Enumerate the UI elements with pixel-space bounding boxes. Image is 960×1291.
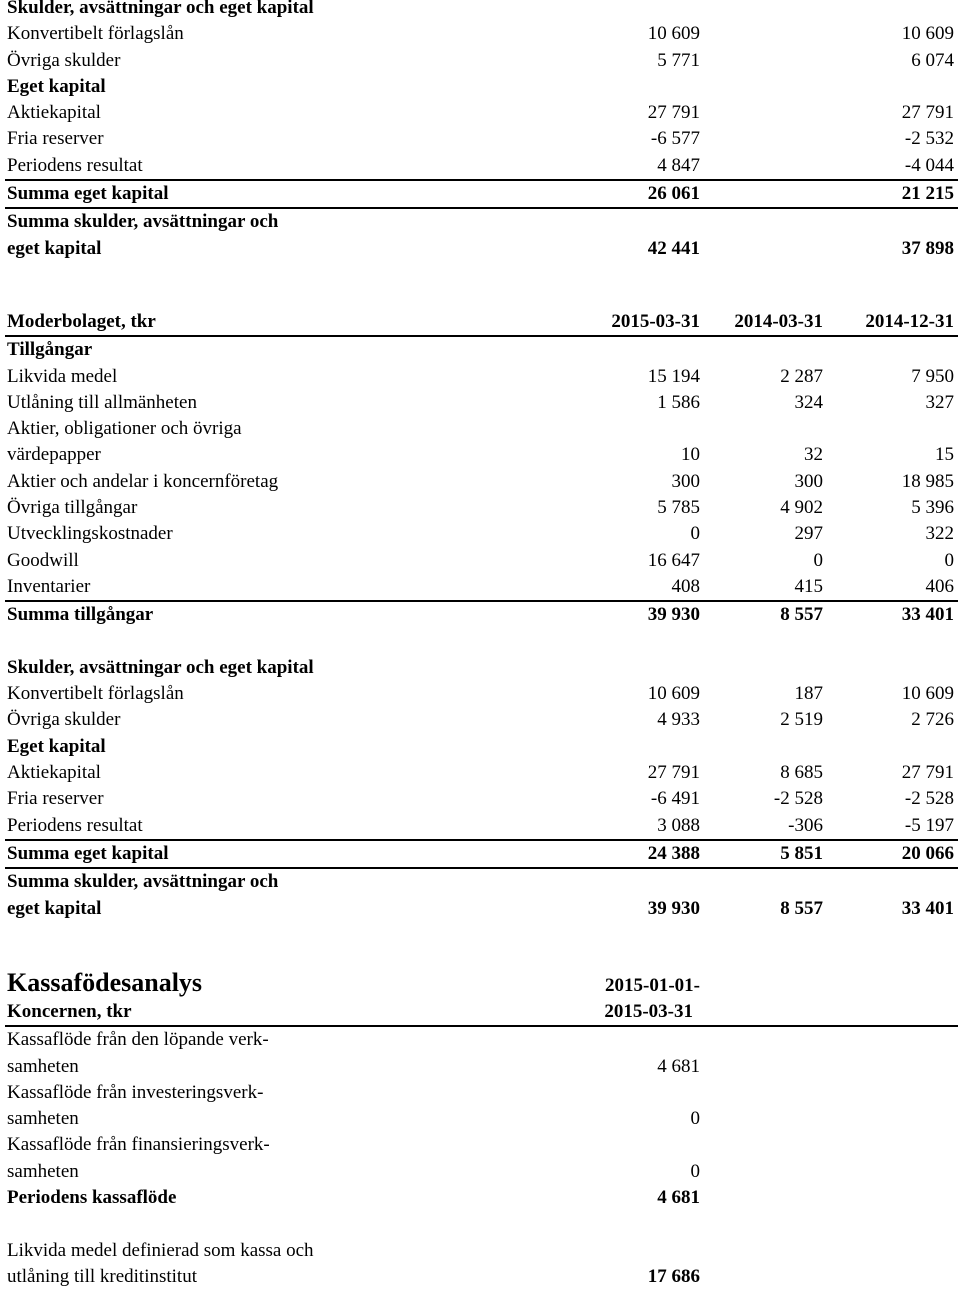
column-header-row: Moderbolaget, tkr 2015-03-31 2014-03-31 2014-12-31 bbox=[5, 309, 958, 337]
table-row: Kassaflöde från den löpande verk- bbox=[7, 1029, 269, 1051]
table-row: Periodens resultat 4 847 -4 044 bbox=[5, 153, 958, 181]
liabilities-heading: Skulder, avsättningar och eget kapital bbox=[7, 656, 314, 678]
table-row: Utvecklingskostnader 0 297 322 bbox=[7, 523, 954, 545]
equity-heading: Eget kapital bbox=[7, 735, 106, 757]
table-row: samheten 0 bbox=[7, 1160, 700, 1182]
table-row: Övriga skulder 4 933 2 519 2 726 bbox=[7, 709, 954, 731]
table-row: Inventarier 408 415 406 bbox=[5, 574, 958, 602]
cashflow-title: Kassafödesanalys bbox=[7, 968, 203, 997]
table-row: Utlåning till allmänheten 1 586 324 327 bbox=[7, 391, 954, 413]
spacer-row bbox=[5, 1211, 958, 1237]
grand-total-row: eget kapital 42 441 37 898 bbox=[7, 237, 954, 259]
grand-total-label-row: Summa skulder, avsättningar och bbox=[7, 871, 279, 893]
table-row: Aktiekapital 27 791 8 685 27 791 bbox=[7, 762, 954, 784]
cashflow-subtitle-row: Koncernen, tkr 2015-03-31 bbox=[5, 999, 958, 1027]
table-row: Kassaflöde från finansieringsverk- bbox=[7, 1134, 270, 1156]
table-row: Övriga tillgångar 5 785 4 902 5 396 bbox=[7, 497, 954, 519]
table-row: samheten 4 681 bbox=[7, 1055, 700, 1077]
table-row: samheten 0 bbox=[7, 1108, 700, 1130]
table-row: Kassaflöde från investeringsverk- bbox=[7, 1081, 264, 1103]
grand-total-row: eget kapital 39 930 8 557 33 401 bbox=[7, 897, 954, 919]
cashflow-section bbox=[5, 967, 958, 1290]
table-row: Konvertibelt förlagslån 10 609 10 609 bbox=[7, 23, 954, 45]
table-row: Konvertibelt förlagslån 10 609 187 10 609 bbox=[7, 683, 954, 705]
table-row: Periodens resultat 3 088 -306 -5 197 bbox=[5, 813, 958, 841]
table-row: värdepapper 10 32 15 bbox=[7, 444, 954, 466]
table-row: Aktier och andelar i koncernföretag 300 300 18 985 bbox=[7, 470, 954, 492]
subsection-heading: Eget kapital bbox=[7, 75, 106, 97]
section-heading: Skulder, avsättningar och eget kapital bbox=[7, 0, 314, 18]
period-start: 2015-01-01- bbox=[605, 975, 700, 996]
table-row: Fria reserver -6 491 -2 528 -2 528 bbox=[7, 788, 954, 810]
table-row: Övriga skulder 5 771 6 074 bbox=[7, 49, 954, 71]
assets-total-row: Summa tillgångar 39 930 8 557 33 401 bbox=[7, 604, 954, 626]
table-row: Fria reserver -6 577 -2 532 bbox=[7, 128, 954, 150]
parent-balance-section bbox=[5, 309, 958, 922]
table-row: Aktier, obligationer och övriga bbox=[7, 418, 242, 440]
period-end: 2015-03-31 bbox=[604, 1001, 693, 1022]
total-row: Summa eget kapital 26 061 21 215 bbox=[5, 181, 958, 209]
top-balance-section bbox=[5, 0, 958, 262]
cashflow-title-row bbox=[5, 967, 958, 999]
table-row: Aktiekapital 27 791 27 791 bbox=[7, 102, 954, 124]
note-row: Likvida medel definierad som kassa och bbox=[7, 1239, 314, 1261]
total-row-label: Summa skulder, avsättningar och bbox=[7, 211, 279, 233]
equity-total-row: Summa eget kapital 24 388 5 851 20 066 bbox=[5, 841, 958, 869]
spacer-row bbox=[5, 629, 958, 655]
cashflow-total-row: Periodens kassaflöde 4 681 bbox=[7, 1187, 700, 1209]
note-row: utlåning till kreditinstitut 17 686 bbox=[7, 1265, 700, 1287]
assets-heading: Tillgångar bbox=[7, 339, 93, 361]
table-row: Likvida medel 15 194 2 287 7 950 bbox=[7, 365, 954, 387]
table-row: Goodwill 16 647 0 0 bbox=[7, 549, 954, 571]
